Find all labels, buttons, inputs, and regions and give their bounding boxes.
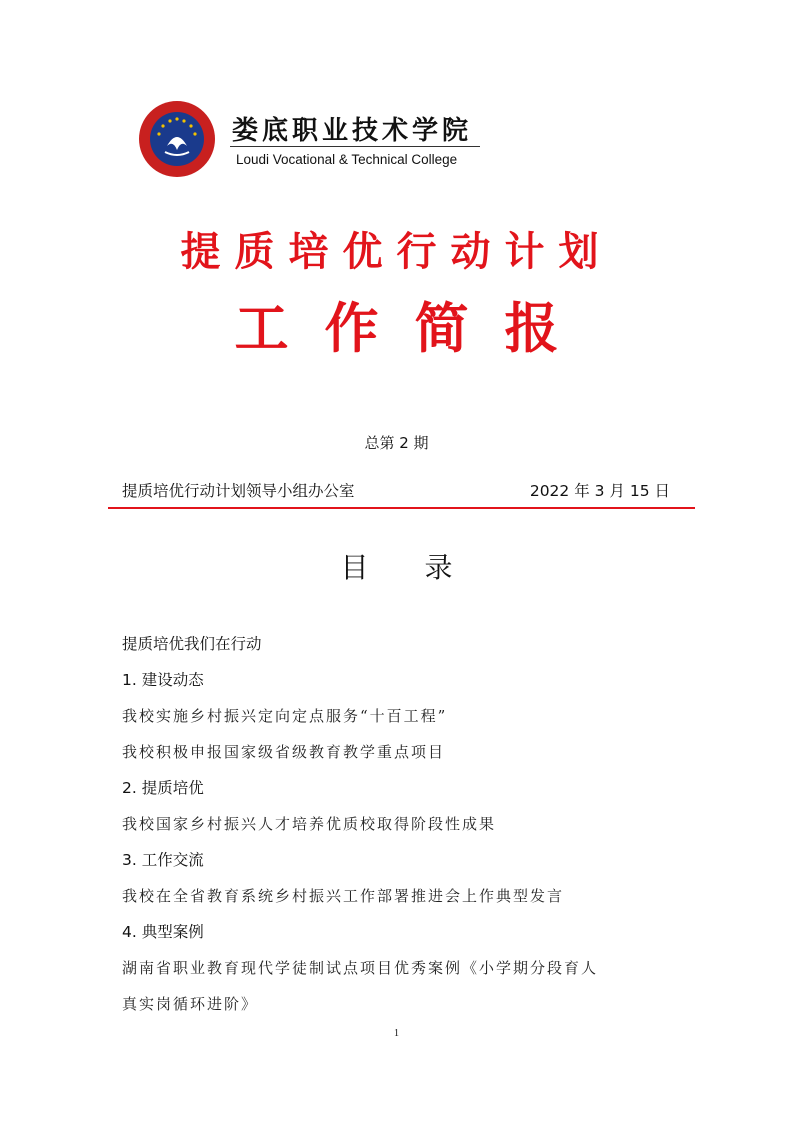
toc-item: 湖南省职业教育现代学徒制试点项目优秀案例《小学期分段育人	[122, 959, 599, 977]
toc-section-heading: 3. 工作交流	[122, 851, 204, 869]
toc-item: 我校在全省教育系统乡村振兴工作部署推进会上作典型发言	[122, 887, 565, 905]
toc-section-heading: 4. 典型案例	[122, 923, 204, 941]
toc-item: 我校实施乡村振兴定向定点服务“十百工程”	[122, 707, 448, 725]
table-of-contents	[122, 632, 682, 1028]
toc-item: 我校国家乡村振兴人才培养优质校取得阶段性成果	[122, 815, 497, 833]
toc-intro: 提质培优我们在行动	[122, 635, 262, 653]
report-title-line2: 工作简报	[234, 297, 595, 360]
toc-section-heading: 2. 提质培优	[122, 779, 204, 797]
header-divider	[230, 146, 480, 147]
toc-title: 目录	[340, 551, 509, 584]
toc-section-heading: 1. 建设动态	[122, 671, 204, 689]
college-logo	[137, 100, 217, 178]
toc-item: 真实岗循环进阶》	[122, 995, 259, 1013]
red-divider	[108, 507, 695, 509]
college-name-cn: 娄底职业技术学院	[232, 116, 473, 146]
issue-date: 2022 年 3 月 15 日	[529, 482, 670, 500]
report-title-line1: 提质培优行动计划	[180, 229, 613, 275]
page-number: 1	[394, 1028, 399, 1039]
issue-number: 总第 2 期	[364, 434, 429, 452]
toc-item: 我校积极申报国家级省级教育教学重点项目	[122, 743, 446, 761]
college-name-en: Loudi Vocational & Technical College	[236, 152, 458, 167]
issuing-office: 提质培优行动计划领导小组办公室	[122, 482, 355, 500]
